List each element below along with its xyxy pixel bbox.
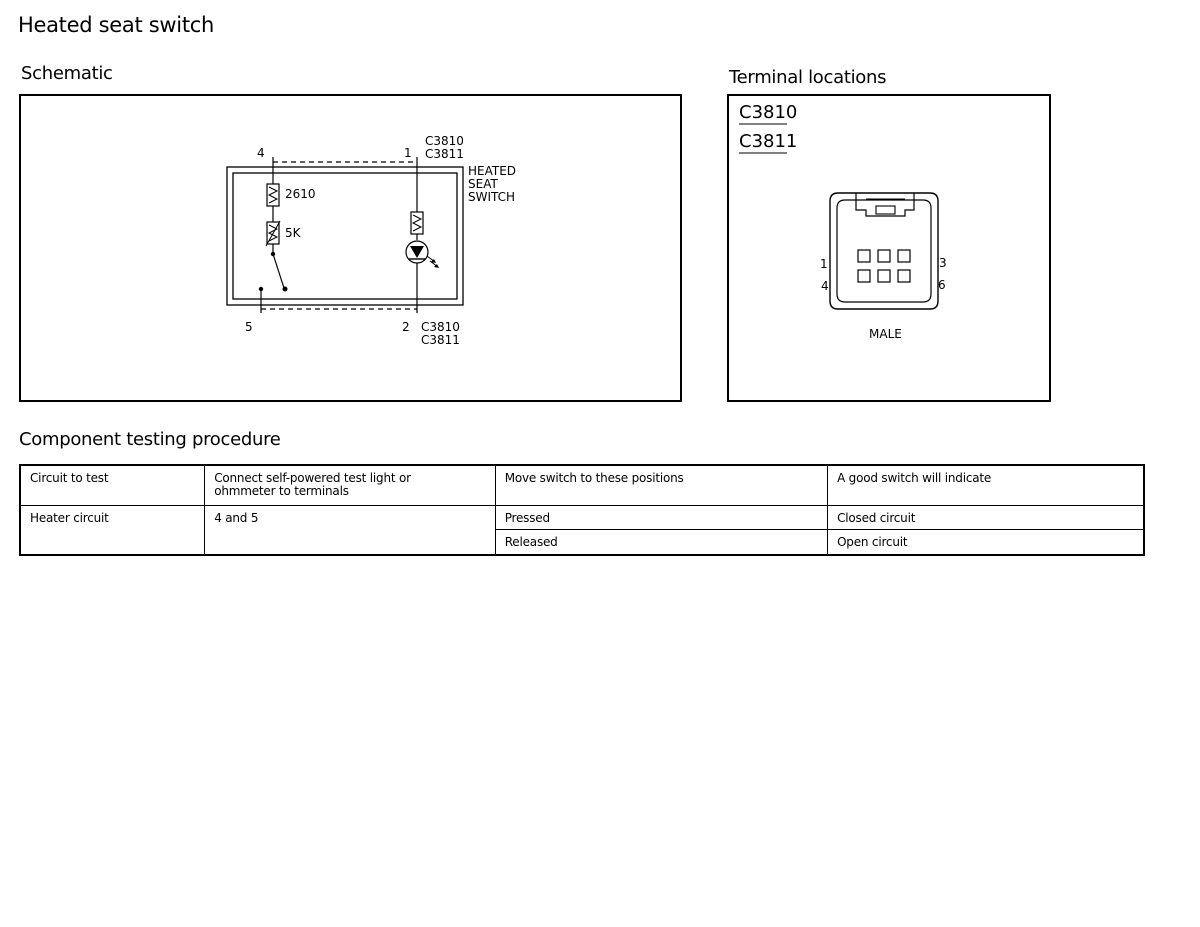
switch-outer-box	[227, 167, 463, 305]
cell-terminals: 4 and 5	[205, 505, 496, 555]
terminal-pin-4	[858, 270, 870, 282]
connector-latch	[856, 193, 914, 216]
component-label-line-1: HEATED	[468, 164, 517, 178]
terminal-pin-3-label: 3	[939, 256, 947, 270]
terminal-pin-1	[858, 250, 870, 262]
terminal-connector-a: C3810	[739, 102, 798, 123]
cell-position: Released	[495, 529, 827, 555]
connector-latch-inner	[876, 206, 895, 214]
pin-4-label: 4	[257, 146, 265, 160]
header-circuit: Circuit to test	[20, 465, 205, 505]
led-light-arrowhead-1	[431, 259, 436, 263]
resistor-5k-zigzag	[269, 225, 277, 241]
header-terminals	[205, 465, 496, 505]
terminal-pin-6-label: 6	[938, 278, 946, 292]
header-position: Move switch to these positions	[495, 465, 827, 505]
right-resistor-symbol	[411, 212, 423, 234]
resistor-2610-symbol	[267, 184, 279, 206]
led-light-arrow-2	[430, 261, 438, 267]
page-title: Heated seat switch	[18, 13, 215, 37]
header-terminals-line-2: ohmmeter to terminals	[214, 484, 349, 498]
schematic-frame	[20, 95, 681, 401]
connector-bottom-label-b: C3811	[421, 333, 460, 347]
table-header-row	[20, 465, 1144, 505]
terminal-pin-1-label: 1	[820, 257, 828, 271]
terminal-heading: Terminal locations	[729, 67, 887, 88]
connector-bottom-label-a: C3810	[421, 320, 460, 334]
procedure-table	[19, 464, 1145, 556]
cell-position: Pressed	[495, 505, 827, 529]
connector-top-label-b: C3811	[425, 147, 464, 161]
pin-2-label: 2	[402, 320, 410, 334]
pin-1-label: 1	[404, 146, 412, 160]
schematic-heading: Schematic	[21, 63, 113, 84]
cell-result: Open circuit	[828, 529, 1144, 555]
component-label-line-3: SWITCH	[468, 190, 516, 204]
switch-inner-box	[233, 173, 457, 299]
connector-housing-outer	[830, 193, 938, 309]
resistor-5k-arrow	[266, 221, 280, 246]
terminal-pin-2	[878, 250, 890, 262]
switch-pivot-dot	[271, 252, 275, 256]
terminal-gender-label: MALE	[869, 327, 902, 341]
connector-top-label-a: C3810	[425, 134, 464, 148]
header-result: A good switch will indicate	[828, 465, 1144, 505]
terminal-pin-4-label: 4	[821, 279, 829, 293]
cell-result: Closed circuit	[828, 505, 1144, 529]
pin-5-label: 5	[245, 320, 253, 334]
cell-circuit: Heater circuit	[20, 505, 205, 555]
resistor-2610-label: 2610	[285, 187, 316, 201]
component-label-line-2: SEAT	[468, 177, 498, 191]
procedure-heading: Component testing procedure	[19, 429, 281, 450]
terminal-pin-6	[898, 270, 910, 282]
led-light-arrowhead-2	[434, 264, 439, 268]
terminal-pin-5	[878, 270, 890, 282]
resistor-5k-symbol	[267, 222, 279, 244]
led-light-arrow-1	[427, 256, 435, 262]
pin-5-dot	[259, 287, 263, 291]
terminal-pin-3	[898, 250, 910, 262]
led-triangle	[410, 246, 424, 258]
resistor-2610-zigzag	[269, 187, 277, 203]
resistor-5k-label: 5K	[285, 226, 301, 240]
switch-contact-dot	[283, 287, 288, 292]
table-row	[20, 505, 1144, 529]
connector-housing-inner	[837, 200, 931, 302]
terminal-connector-b: C3811	[739, 131, 798, 152]
terminal-frame	[728, 95, 1050, 401]
led-ring	[406, 241, 428, 263]
switch-blade	[273, 254, 284, 288]
header-terminals-line-1: Connect self-powered test light or	[214, 471, 411, 485]
right-resistor-zigzag	[413, 215, 421, 231]
